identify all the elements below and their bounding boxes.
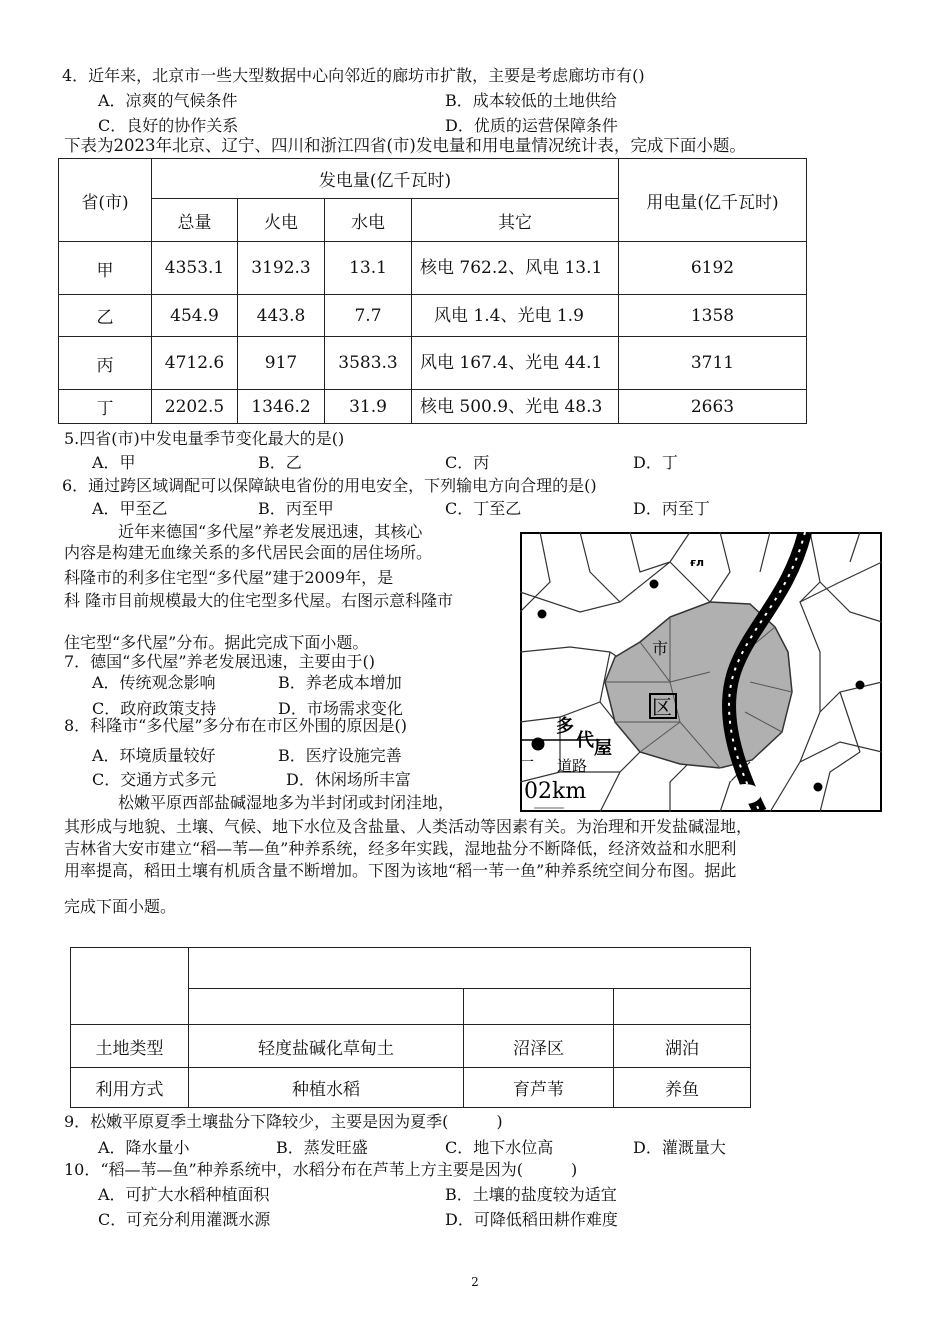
map-label-duo: 多 (556, 716, 574, 737)
table-row (59, 242, 807, 295)
q7-option-b: B．养老成本增加 (278, 673, 402, 692)
cell-use: 育芦苇 (464, 1068, 614, 1108)
table-row (59, 337, 807, 390)
cell-province: 甲 (59, 242, 152, 295)
q4-option-c: C．良好的协作关系 (98, 116, 239, 135)
cell-total: 2202.5 (152, 390, 238, 424)
q8-stem: 8．科隆市“多代屋”多分布在市区外围的原因是() (64, 716, 408, 735)
cell-hydro: 13.1 (325, 242, 412, 295)
row-label-land-type: 土地类型 (71, 1025, 189, 1068)
power-table (58, 158, 807, 424)
q6-stem: 6．通过跨区域调配可以保障缺电省份的用电安全，下列输电方向合理的是() (62, 476, 597, 495)
header-consumption: 用电量(亿千瓦时) (619, 159, 807, 242)
q10-option-a: A．可扩大水稻种植面积 (98, 1185, 270, 1204)
row-label-use: 利用方式 (71, 1068, 189, 1108)
header-other: 其它 (412, 199, 619, 242)
cell-consumption: 3711 (619, 337, 807, 390)
header-province: 省(市) (59, 159, 152, 242)
map-label-road: 道路 (557, 757, 588, 775)
cell-consumption: 1358 (619, 295, 807, 337)
q5-stem: 5.四省(市)中发电量季节变化最大的是() (64, 429, 345, 448)
passage2-line5: 住宅型“多代屋”分布。据此完成下面小题。 (64, 633, 369, 652)
cell-consumption: 2663 (619, 390, 807, 424)
cell-other: 风电 1.4、光电 1.9 (412, 295, 619, 337)
q10-stem: 10．“稻—苇—鱼”种养系统中，水稻分布在芦苇上方主要是因为( ) (64, 1160, 578, 1179)
passage3-line1: 松嫩平原西部盐碱湿地多为半封闭或封闭洼地， (118, 793, 455, 812)
blank-header-cell (189, 989, 464, 1025)
cell-other: 核电 762.2、风电 13.1 (412, 242, 619, 295)
q4-option-d: D．优质的运营保障条件 (445, 116, 618, 135)
cell-land-type: 沼泽区 (464, 1025, 614, 1068)
passage2-line2: 内容是构建无血缘关系的多代居民会面的居住场所。 (64, 543, 433, 562)
q10-option-b: B．土壤的盐度较为适宜 (445, 1185, 617, 1204)
q9-option-d: D．灌溉量大 (633, 1138, 726, 1157)
cell-thermal: 1346.2 (238, 390, 325, 424)
q5-option-d: D．丁 (633, 453, 678, 472)
q5-option-a: A．甲 (92, 453, 136, 472)
cell-hydro: 7.7 (325, 295, 412, 337)
q9-option-c: C．地下水位高 (445, 1138, 554, 1157)
passage3-line3: 吉林省大安市建立“稻—苇—鱼”种养系统，经多年实践，湿地盐分不断降低，经济效益和水肥利 (64, 839, 737, 858)
q9-stem: 9．松嫩平原夏季土壤盐分下降较少，主要是因为夏季( ) (64, 1112, 503, 1131)
q9-option-a: A．降水量小 (98, 1138, 190, 1157)
header-generation: 发电量(亿千瓦时) (152, 159, 619, 199)
map-label-dai: 代 (576, 730, 594, 751)
cell-hydro: 31.9 (325, 390, 412, 424)
q5-option-c: C．丙 (445, 453, 490, 472)
map-label-wu: 屋 (594, 738, 612, 759)
passage3-line4: 用率提高，稻田土壤有机质含量不断增加。下图为该地“稻一苇一鱼”种养系统空间分布图。据此 (64, 861, 737, 880)
q4-stem: 4．近年来，北京市一些大型数据中心向邻近的廊坊市扩散，主要是考虑廊坊市有() (62, 66, 645, 85)
table-intro: 下表为2023年北京、辽宁、四川和浙江四省(市)发电量和用电量情况统计表，完成下面小题。 (64, 136, 746, 155)
cell-other: 核电 500.9、光电 48.3 (412, 390, 619, 424)
cell-thermal: 917 (238, 337, 325, 390)
cell-province: 丁 (59, 390, 152, 424)
header-thermal: 火电 (238, 199, 325, 242)
cell-consumption: 6192 (619, 242, 807, 295)
cell-land-type: 湖泊 (614, 1025, 751, 1068)
passage2-line3: 科隆市的利多住宅型“多代屋”建于2009年，是 (64, 568, 394, 587)
map-label-scale: 02km (524, 779, 587, 804)
map-label-shi: 市 (652, 639, 669, 658)
map-label-qu: 区 (652, 695, 672, 719)
q7-option-d: D．市场需求变化 (278, 699, 403, 718)
q10-option-d: D．可降低稻田耕作难度 (445, 1210, 618, 1229)
q7-stem: 7．德国“多代屋”养老发展迅速，主要由于() (64, 652, 376, 671)
q8-option-c: C．交通方式多元 (92, 770, 217, 789)
cell-total: 4353.1 (152, 242, 238, 295)
cell-hydro: 3583.3 (325, 337, 412, 390)
table-row (71, 1068, 751, 1108)
cell-use: 种植水稻 (189, 1068, 464, 1108)
cell-province: 丙 (59, 337, 152, 390)
cell-total: 454.9 (152, 295, 238, 337)
blank-header-cell (189, 948, 751, 989)
map-label-dash: 一 (520, 755, 534, 771)
land-use-table (70, 947, 751, 1108)
header-hydro: 水电 (325, 199, 412, 242)
table-row (59, 295, 807, 337)
passage2-line1: 近年来德国“多代屋”养老发展迅速，其核心 (118, 522, 423, 541)
passage3-line5: 完成下面小题。 (64, 897, 177, 916)
q4-option-b: B．成本较低的土地供给 (445, 91, 617, 110)
q4-option-a: A．凉爽的气候条件 (98, 91, 238, 110)
cell-thermal: 443.8 (238, 295, 325, 337)
passage3-line2: 其形成与地貌、土壤、气候、地下水位及含盐量、人类活动等因素有关。为治理和开发盐碱湿地， (64, 817, 753, 836)
q6-option-b: B．丙至甲 (258, 499, 334, 518)
q8-option-b: B．医疗设施完善 (278, 746, 402, 765)
q9-option-b: B．蒸发旺盛 (276, 1138, 368, 1157)
cell-thermal: 3192.3 (238, 242, 325, 295)
map-label-liu: 流 (718, 768, 732, 784)
cologne-map (520, 532, 882, 812)
q6-option-d: D．丙至丁 (633, 499, 710, 518)
cell-total: 4712.6 (152, 337, 238, 390)
page-number: 2 (471, 1275, 479, 1289)
q6-option-c: C．丁至乙 (445, 499, 522, 518)
cell-land-type: 轻度盐碱化草甸土 (189, 1025, 464, 1068)
q6-option-a: A．甲至乙 (92, 499, 168, 518)
header-total: 总量 (152, 199, 238, 242)
map-label-top: ғл (690, 556, 705, 569)
passage2-line4: 科 隆市目前规模最大的住宅型多代屋。右图示意科隆市 (64, 591, 454, 610)
q10-option-c: C．可充分利用灌溉水源 (98, 1210, 271, 1229)
blank-header-cell (614, 989, 751, 1025)
cell-other: 风电 167.4、光电 44.1 (412, 337, 619, 390)
q8-option-d: D．休闲场所丰富 (286, 770, 411, 789)
table-row (59, 390, 807, 424)
cell-use: 养鱼 (614, 1068, 751, 1108)
blank-header-cell (464, 989, 614, 1025)
cell-province: 乙 (59, 295, 152, 337)
q5-option-b: B．乙 (258, 453, 302, 472)
blank-header-cell (71, 948, 189, 1025)
q7-option-c: C．政府政策支持 (92, 699, 217, 718)
table-row (71, 1025, 751, 1068)
q8-option-a: A．环境质量较好 (92, 746, 216, 765)
q7-option-a: A．传统观念影响 (92, 673, 216, 692)
